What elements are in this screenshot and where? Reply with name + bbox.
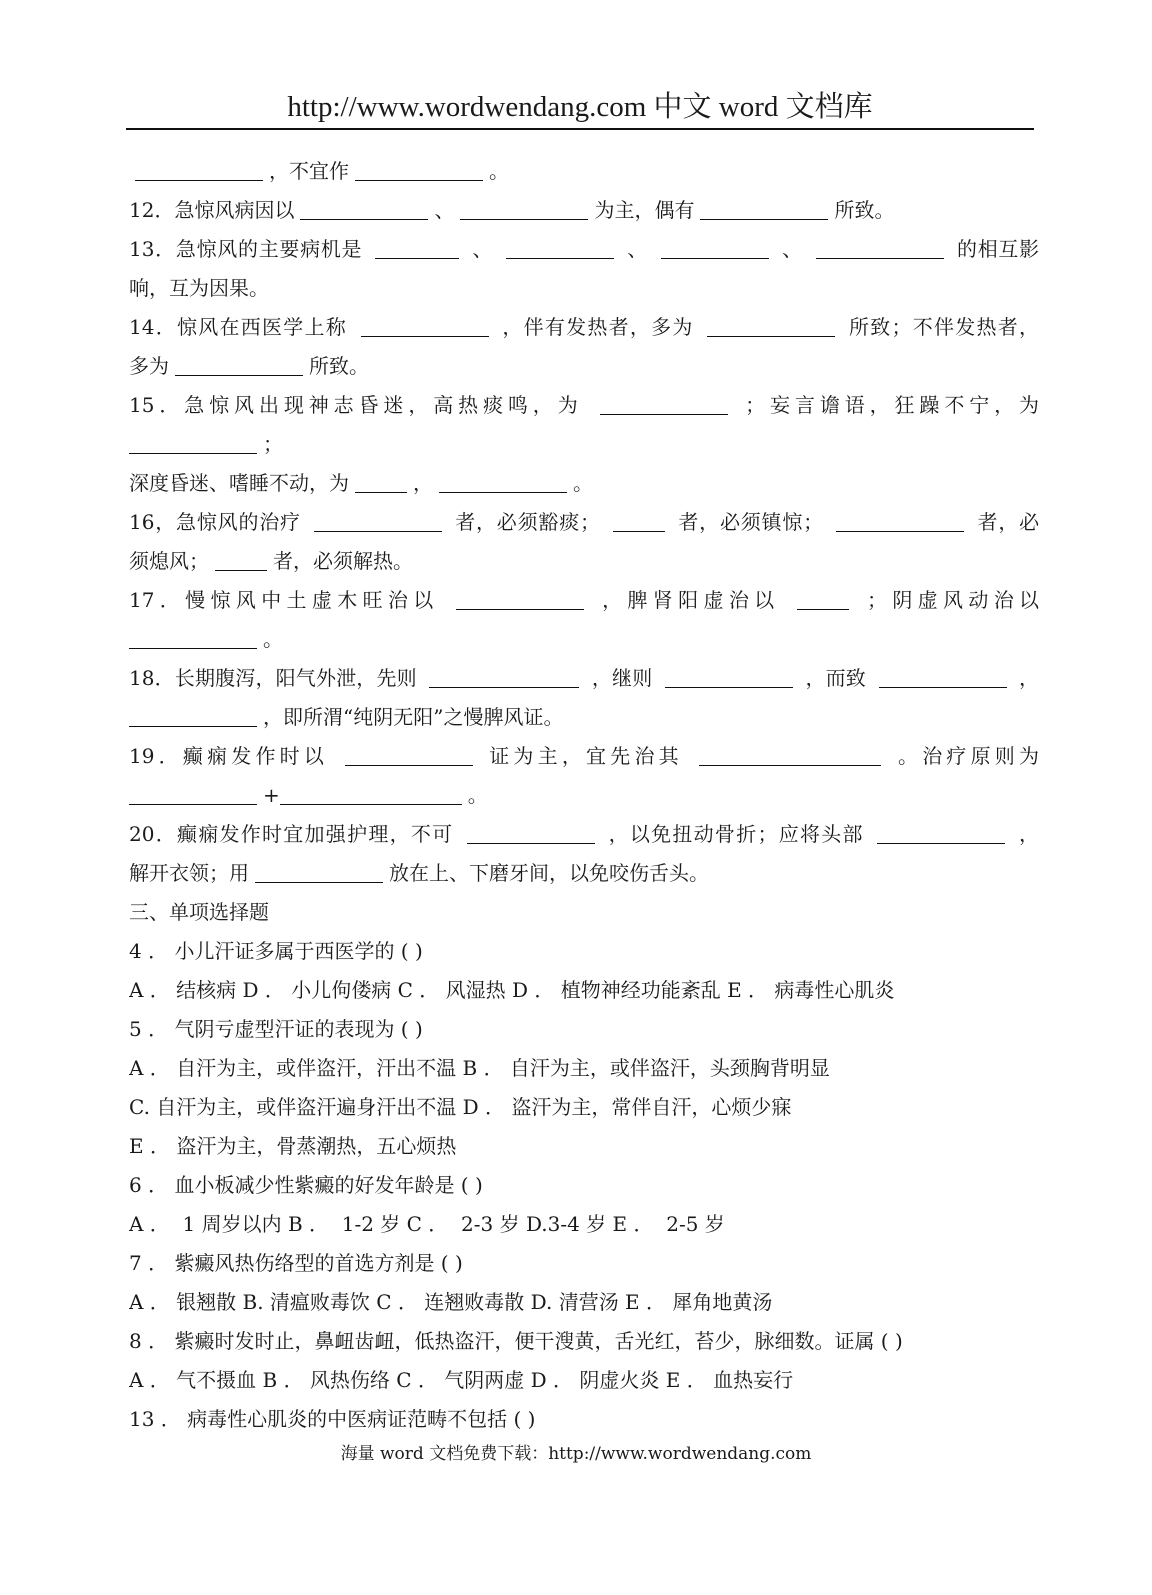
question-18 <box>129 659 1039 698</box>
question-19 <box>129 737 1039 776</box>
text: 19．癫痫发作时以 <box>129 744 329 768</box>
text: 、 <box>782 237 803 261</box>
blank <box>135 158 263 181</box>
text: 者，必 <box>977 510 1039 534</box>
choice-5-options-1 <box>129 1049 1039 1088</box>
text: 5 ． 气阴亏虚型汗证的表现为 ( ) <box>129 1017 423 1041</box>
blank <box>797 587 849 610</box>
text: 7 ． 紫癜风热伤络型的首选方剂是 ( ) <box>129 1251 463 1275</box>
blank <box>215 548 267 571</box>
text: 6 ． 血小板减少性紫癜的好发年龄是 ( ) <box>129 1173 483 1197</box>
text: 。 <box>573 471 593 495</box>
text: A ． 结核病 D ． 小儿佝偻病 C ． 风湿热 D ． 植物神经功能紊乱 E ． 病毒性心肌炎 <box>129 978 895 1002</box>
choice-6 <box>129 1166 1039 1205</box>
blank <box>816 236 944 259</box>
blank <box>129 704 257 727</box>
blank <box>175 353 303 376</box>
blank <box>699 743 881 766</box>
text: 证为主，宜先治其 <box>489 744 683 768</box>
header-title: http://www.wordwendang.com 中文 word 文档库 <box>287 91 873 123</box>
question-19-cont <box>129 776 1039 815</box>
text: 13．急惊风的主要病机是 <box>129 237 363 261</box>
text: 4 ． 小儿汗证多属于西医学的 ( ) <box>129 939 423 963</box>
text: ；妄言谵语，狂躁不宁，为 <box>745 393 1039 417</box>
question-20-cont <box>129 854 1039 893</box>
text: ，不宜作 <box>269 159 349 183</box>
choice-8 <box>129 1322 1039 1361</box>
blank <box>467 821 595 844</box>
text: ， <box>1019 666 1039 690</box>
choice-5-options-2 <box>129 1088 1039 1127</box>
document-body <box>129 152 1039 1439</box>
text: ，脾肾阳虚治以 <box>602 588 780 612</box>
blank <box>506 236 614 259</box>
section-heading <box>129 893 1039 932</box>
text: 。治疗原则为 <box>897 744 1039 768</box>
text: ，以免扭动骨折；应将头部 <box>608 822 864 846</box>
text: 、 <box>627 237 648 261</box>
text: 12．急惊风病因以 <box>129 198 295 222</box>
page-footer <box>0 1442 1152 1466</box>
text: 、 <box>434 198 455 222</box>
text: 为主，偶有 <box>594 198 695 222</box>
question-14 <box>129 308 1039 347</box>
blank <box>129 782 257 805</box>
choice-4 <box>129 932 1039 971</box>
text: ，而致 <box>805 666 866 690</box>
footer-text: 海量 word 文档免费下载：http://www.wordwendang.com <box>340 1444 812 1464</box>
blank <box>707 314 835 337</box>
text: 所致。 <box>834 198 895 222</box>
text: 多为 <box>129 354 169 378</box>
text: 。 <box>467 783 488 807</box>
text: 、 <box>472 237 494 261</box>
blank <box>879 665 1007 688</box>
choice-7-options <box>129 1283 1039 1322</box>
blank <box>314 509 442 532</box>
text: A ． 气不摄血 B ． 风热伤络 C ． 气阴两虚 D ． 阴虚火炎 E ． 血热妄行 <box>129 1368 794 1392</box>
text: 三、单项选择题 <box>129 900 269 924</box>
question-15-cont <box>129 425 1039 464</box>
text: 17．慢惊风中土虚木旺治以 <box>129 588 439 612</box>
question-13 <box>129 230 1039 269</box>
page-header <box>126 86 1034 130</box>
text: 16，急惊风的治疗 <box>129 510 301 534</box>
question-16-cont <box>129 542 1039 581</box>
choice-6-options <box>129 1205 1039 1244</box>
question-20 <box>129 815 1039 854</box>
blank <box>355 470 407 493</box>
question-14-cont <box>129 347 1039 386</box>
text: 20．癫痫发作时宜加强护理，不可 <box>129 822 454 846</box>
text: C. 自汗为主，或伴盗汗遍身汗出不温 D ． 盗汗为主，常伴自汗，心烦少寐 <box>129 1095 792 1119</box>
blank <box>836 509 964 532</box>
blank <box>280 782 462 805</box>
blank <box>600 392 728 415</box>
text: 15．急惊风出现神志昏迷，高热痰鸣，为 <box>129 393 583 417</box>
text: A ． 自汗为主，或伴盗汗，汗出不温 B ． 自汗为主，或伴盗汗，头颈胸背明显 <box>129 1056 830 1080</box>
text: + <box>263 783 280 807</box>
blank <box>375 236 459 259</box>
text: 所致；不伴发热者， <box>848 315 1039 339</box>
text: 8 ． 紫癜时发时止，鼻衄齿衄，低热盗汗，便干溲黄，舌光红，苔少，脉细数。证属 ( ) <box>129 1329 903 1353</box>
question-15-cont2 <box>129 464 1039 503</box>
blank <box>255 860 383 883</box>
blank <box>129 431 257 454</box>
text: A ． 1 周岁以内 B ． 1-2 岁 C ． 2-3 岁 D.3-4 岁 E ． 2-5 岁 <box>129 1212 725 1236</box>
choice-7 <box>129 1244 1039 1283</box>
text: 解开衣领；用 <box>129 861 249 885</box>
question-15 <box>129 386 1039 425</box>
text: 的相互影 <box>957 237 1039 261</box>
blank <box>439 470 567 493</box>
text: ；阴虚风动治以 <box>866 588 1039 612</box>
blank <box>345 743 473 766</box>
blank <box>661 236 769 259</box>
text: 所致。 <box>309 354 369 378</box>
text: 18．长期腹泻，阳气外泄，先则 <box>129 666 417 690</box>
text: E ． 盗汗为主，骨蒸潮热，五心烦热 <box>129 1134 457 1158</box>
blank <box>460 197 588 220</box>
text: ，伴有发热者，多为 <box>502 315 694 339</box>
blank <box>456 587 584 610</box>
blank <box>429 665 579 688</box>
question-18-cont <box>129 698 1039 737</box>
choice-8-options <box>129 1361 1039 1400</box>
blank <box>665 665 793 688</box>
text: 者，必须豁痰； <box>455 510 601 534</box>
text: 者，必须解热。 <box>273 549 413 573</box>
text: 深度昏迷、嗜睡不动，为 <box>129 471 349 495</box>
text: 。 <box>263 627 283 651</box>
text: ，继则 <box>591 666 653 690</box>
text: 14．惊风在西医学上称 <box>129 315 348 339</box>
blank <box>361 314 489 337</box>
line-11-continuation <box>129 152 1039 191</box>
choice-13 <box>129 1400 1039 1439</box>
text: 响，互为因果。 <box>129 276 269 300</box>
blank <box>129 626 257 649</box>
text: 13 ． 病毒性心肌炎的中医病证范畴不包括 ( ) <box>129 1407 536 1431</box>
blank <box>613 509 665 532</box>
text: 放在上、下磨牙间，以免咬伤舌头。 <box>389 861 709 885</box>
text: A ． 银翘散 B. 清瘟败毒饮 C ． 连翘败毒散 D. 清营汤 E ． 犀角地黄汤 <box>129 1290 773 1314</box>
blank <box>300 197 428 220</box>
blank <box>700 197 828 220</box>
text: 者，必须镇惊； <box>678 510 824 534</box>
blank <box>355 158 483 181</box>
question-13-cont <box>129 269 1039 308</box>
blank <box>877 821 1005 844</box>
text: ； <box>263 432 283 456</box>
choice-5-options-3 <box>129 1127 1039 1166</box>
text: 。 <box>489 159 509 183</box>
text: ， <box>1019 822 1039 846</box>
choice-4-options <box>129 971 1039 1010</box>
text: ， <box>413 471 433 495</box>
text: ，即所渭“纯阴无阳”之慢脾风证。 <box>263 705 564 729</box>
text: 须熄风； <box>129 549 209 573</box>
question-12 <box>129 191 1039 230</box>
question-17 <box>129 581 1039 620</box>
question-16 <box>129 503 1039 542</box>
choice-5 <box>129 1010 1039 1049</box>
question-17-cont <box>129 620 1039 659</box>
